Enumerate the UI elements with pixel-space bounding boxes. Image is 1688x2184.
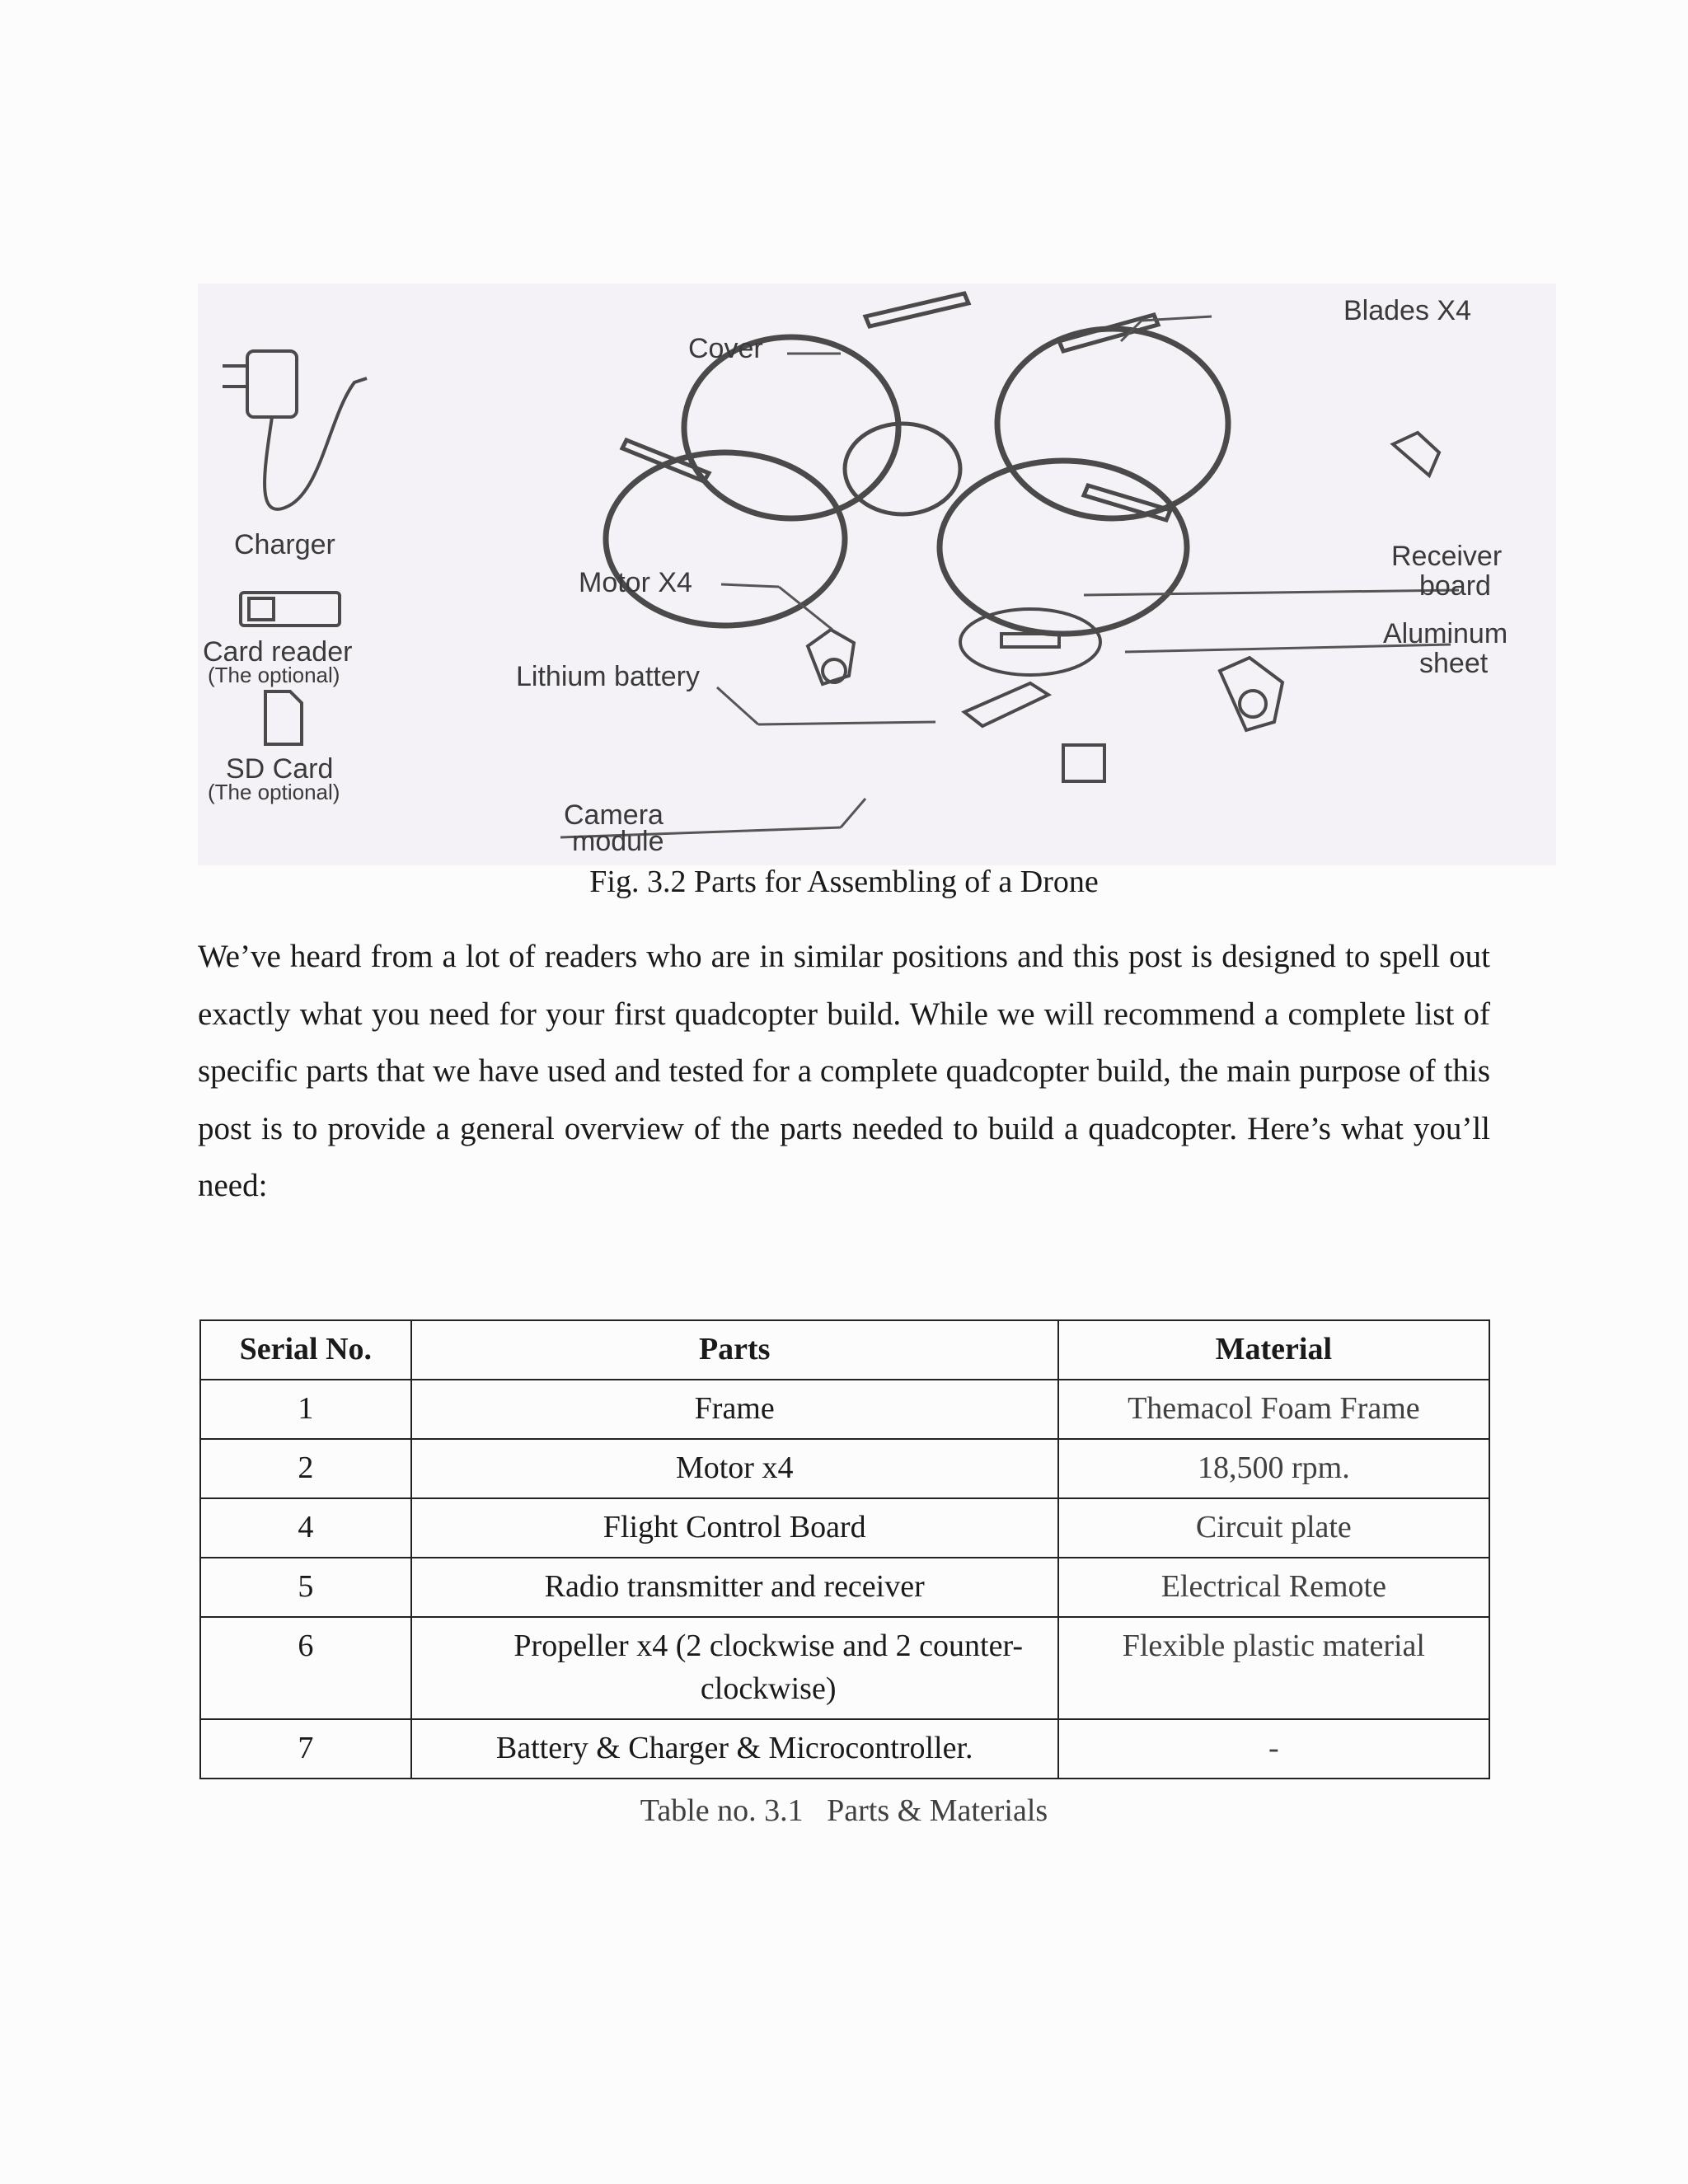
table-caption: Table no. 3.1 Parts & Materials [640,1793,1048,1828]
cell-serial: 6 [200,1617,411,1719]
header-parts: Parts [411,1320,1058,1380]
label-receiver-board-1: Receiver [1391,541,1503,572]
label-blades: Blades X4 [1343,295,1471,326]
cell-material: 18,500 rpm. [1058,1439,1489,1498]
label-aluminum-sheet-1: Aluminum [1383,618,1508,649]
label-motor: Motor X4 [579,567,692,598]
label-sd-card: SD Card [226,753,334,785]
label-card-reader-note: (The optional) [208,663,340,687]
cell-part: Motor x4 [411,1439,1058,1498]
label-card-reader: Card reader [203,636,353,668]
cell-serial: 5 [200,1558,411,1617]
label-sd-card-note: (The optional) [208,780,340,804]
cell-part: Battery & Charger & Microcontroller. [411,1719,1058,1779]
label-camera-module-1: Camera [564,799,663,831]
receiver-board-icon [960,609,1100,675]
label-charger: Charger [234,529,335,560]
cell-part: Radio transmitter and receiver [411,1558,1058,1617]
table-row [200,1498,1489,1558]
label-receiver-board-2: board [1419,570,1491,602]
figure-caption: Fig. 3.2 Parts for Assembling of a Drone [589,865,1099,899]
table-row [200,1439,1489,1498]
cell-part: Propeller x4 (2 clockwise and 2 counter-clockwise) [411,1617,1058,1719]
cell-material: Flexible plastic material [1058,1617,1489,1719]
cover-dome-icon [845,424,960,514]
lithium-battery-icon [964,683,1048,726]
cell-serial: 1 [200,1380,411,1439]
label-lithium-battery: Lithium battery [516,661,700,692]
table-row [200,1380,1489,1439]
label-cover: Cover [688,333,763,364]
parts-table [199,1319,1490,1779]
table-row [200,1719,1489,1779]
table-row [200,1617,1489,1719]
table-header-row [200,1320,1489,1380]
motor-icon [808,433,1439,730]
cell-material: - [1058,1719,1489,1779]
cell-serial: 4 [200,1498,411,1558]
charger-cable-icon [265,378,367,509]
cell-serial: 7 [200,1719,411,1779]
body-paragraph: We’ve heard from a lot of readers who are in similar positions and this post is designed to spell out exactly what you need for your first quadcopter build. While we will recommend a complete list of specific parts that we have used and tested for a complete quadcopter build, the main purpose of this post is to provide a general overview of the parts needed to build a quadcopter. Here’s what you’ll need: [198,939,1490,1203]
cell-material: Circuit plate [1058,1498,1489,1558]
charger-plug-icon [247,351,297,417]
header-material: Material [1058,1320,1489,1380]
parts-figure [198,284,1556,865]
camera-module-icon [1063,745,1104,781]
cell-part: Flight Control Board [411,1498,1058,1558]
header-serial: Serial No. [200,1320,411,1380]
cell-part: Frame [411,1380,1058,1439]
drone-exploded-diagram [198,284,1556,865]
table-row [200,1558,1489,1617]
label-aluminum-sheet-2: sheet [1419,648,1489,679]
cell-serial: 2 [200,1439,411,1498]
cell-material: Electrical Remote [1058,1558,1489,1617]
sd-card-icon [265,691,302,744]
cell-material: Themacol Foam Frame [1058,1380,1489,1439]
label-camera-module-2: module [572,826,664,857]
